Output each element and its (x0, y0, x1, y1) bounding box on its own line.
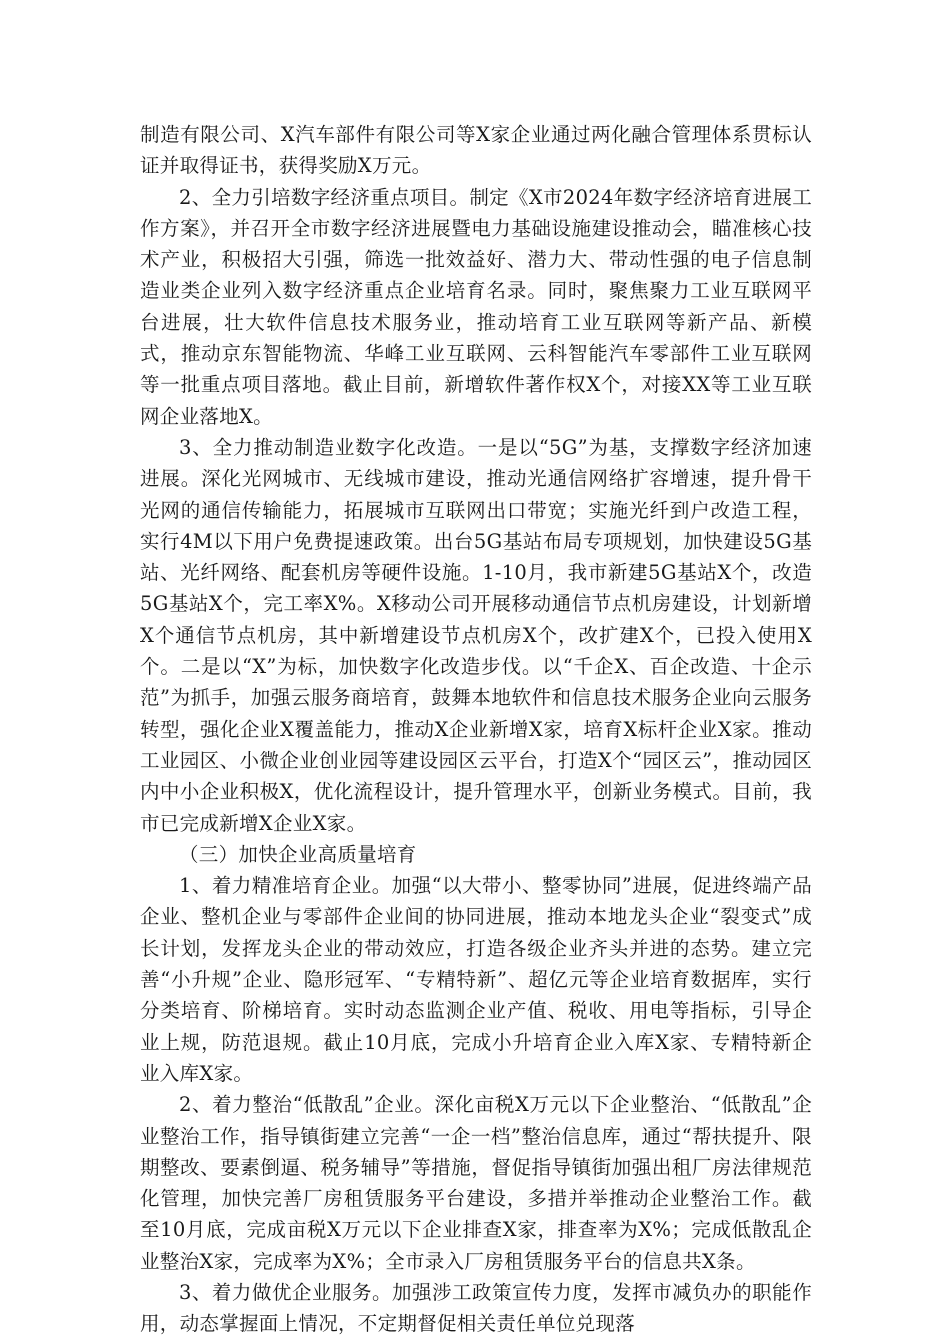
paragraph-rectify-enterprises: 2、着力整治“低散乱”企业。深化亩税X万元以下企业整治、“低散乱”企业整治工作，指导镇街建立完善“一企一档”整治信息库，通过“帮扶提升、限期整改、要素倒逼、税务辅导”等措施，督促指导镇街加强出租厂房法律规范化管理，加快完善厂房租赁服务平台建设，多措并举推动企业整治工作。截至10月底，完成亩税X万元以下企业排查X家，排查率为X%；完成低散乱企业整治X家，完成率为X%；全市录入厂房租赁服务平台的信息共X条。 (140, 1093, 812, 1273)
document-page (140, 119, 812, 1340)
paragraph-enterprise-services: 3、着力做优企业服务。加强涉工政策宣传力度，发挥市减负办的职能作用，动态掌握面上情况，不定期督促相关责任单位兑现落 (140, 1280, 812, 1336)
paragraph-continuation: 制造有限公司、X汽车部件有限公司等X家企业通过两化融合管理体系贯标认证并取得证书，获得奖励X万元。 (140, 123, 812, 178)
paragraph-digital-economy-projects: 2、全力引培数字经济重点项目。制定《X市2024年数字经济培育进展工作方案》，并召开全市数字经济进展暨电力基础设施建设推动会，瞄准核心技术产业，积极招大引强，筛选一批效益好、潜力大、带动性强的电子信息制造业类企业列入数字经济重点企业培育名录。同时，聚焦聚力工业互联网平台进展，壮大软件信息技术服务业，推动培育工业互联网等新产品、新模式，推动京东智能物流、华峰工业互联网、云科智能汽车零部件工业互联网等一批重点项目落地。截止目前，新增软件著作权X个，对接XX等工业互联网企业落地X。 (140, 185, 812, 428)
paragraph-precise-cultivation: 1、着力精准培育企业。加强“以大带小、整零协同”进展，促进终端产品企业、整机企业与零部件企业间的协同进展，推动本地龙头企业“裂变式”成长计划，发挥龙头企业的带动效应，打造各级企业齐头并进的态势。建立完善“小升规”企业、隐形冠军、“专精特新”、超亿元等企业培育数据库，实行分类培育、阶梯培育。实时动态监测企业产值、税收、用电等指标，引导企业上规，防范退规。截止10月底，完成小升培育企业入库X家、专精特新企业入库X家。 (140, 874, 812, 1085)
paragraph-manufacturing-digitalization: 3、全力推动制造业数字化改造。一是以“5G”为基，支撑数字经济加速进展。深化光网城市、无线城市建设，推动光通信网络扩容增速，提升骨干光网的通信传输能力，拓展城市互联网出口带宽；实施光纤到户改造工程，实行4M以下用户免费提速政策。出台5G基站布局专项规划，加快建设5G基站、光纤网络、配套机房等硬件设施。1-10月，我市新建5G基站X个，改造5G基站X个，完工率X%。X移动公司开展移动通信节点机房建设，计划新增X个通信节点机房，其中新增建设节点机房X个，改扩建X个，已投入使用X个。二是以“X”为标，加快数字化改造步伐。以“千企X、百企改造、十企示范”为抓手，加强云服务商培育，鼓舞本地软件和信息技术服务企业向云服务转型，强化企业X覆盖能力，推动X企业新增X家，培育X标杆企业X家。推动工业园区、小微企业创业园等建设园区云平台，打造X个“园区云”，推动园区内中小企业积极X，优化流程设计，提升管理水平，创新业务模式。目前，我市已完成新增X企业X家。 (140, 435, 812, 835)
section-heading-enterprise-cultivation: （三）加快企业高质量培育 (179, 842, 417, 866)
